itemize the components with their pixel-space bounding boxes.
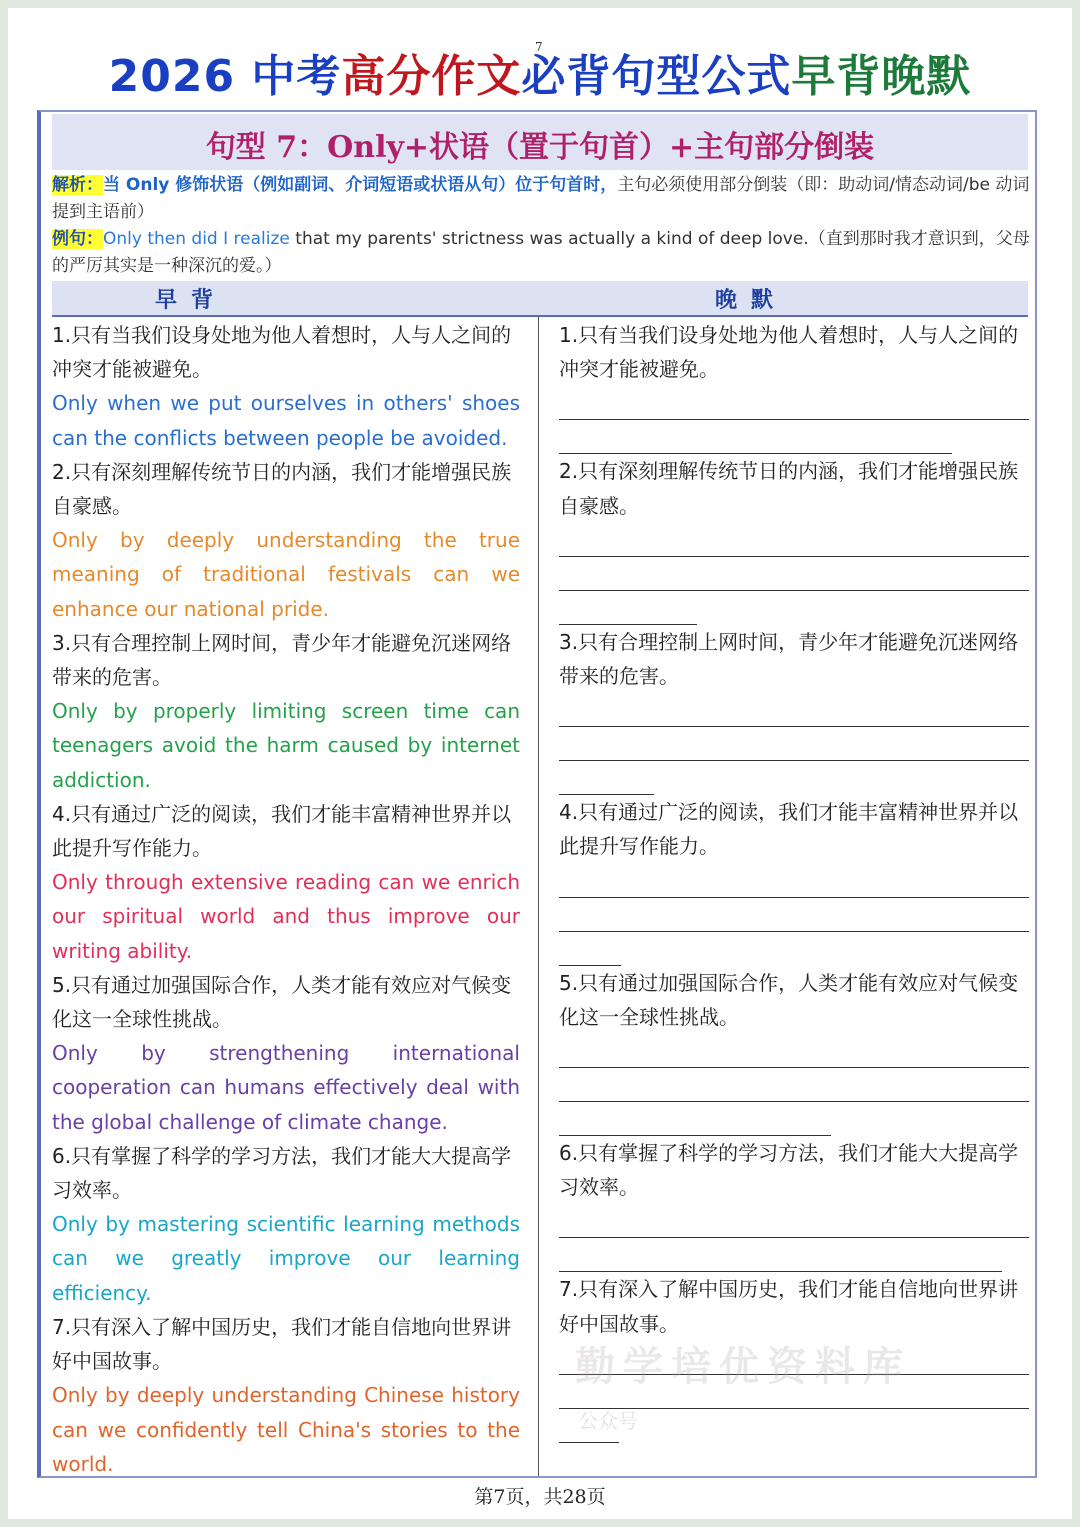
answer-line[interactable] <box>559 1068 1029 1102</box>
sentence-en: Only by deeply understanding Chinese history can we confidently tell China's stories to the world. <box>52 1383 520 1476</box>
dictation-item <box>559 795 1029 965</box>
answer-line[interactable] <box>559 864 1029 898</box>
dictation-column <box>559 318 1029 1443</box>
watermark: 勤学培优资料库 <box>575 1344 911 1390</box>
recite-item <box>52 968 520 1139</box>
sentence-cn: 4.只有通过广泛的阅读，我们才能丰富精神世界并以此提升写作能力。 <box>52 801 512 861</box>
pattern-title: 句型 7：Only+状语（置于句首）+主句部分倒装 <box>205 130 875 165</box>
answer-line[interactable] <box>559 898 1029 932</box>
left-column-header: 早背 <box>155 287 228 313</box>
title-part-year: 2026 中考 <box>108 51 342 102</box>
sentence-en: Only when we put ourselves in others' shoes can the conflicts between people be avoided. <box>52 391 520 450</box>
sentence-en: Only by deeply understanding the true meaning of traditional festivals can we enhance our national pride. <box>52 528 520 621</box>
answer-line[interactable] <box>559 727 1029 761</box>
column-divider <box>538 316 539 1476</box>
answer-line[interactable] <box>559 932 621 966</box>
dictation-item <box>559 454 1029 624</box>
recite-column <box>52 318 520 1481</box>
example-paragraph <box>52 226 1032 280</box>
title-part-highscore: 高分作文 <box>341 51 522 102</box>
answer-line[interactable] <box>559 761 654 795</box>
recite-item <box>52 1139 520 1310</box>
answer-line[interactable] <box>559 1238 1002 1272</box>
right-column-header: 晚默 <box>715 287 788 313</box>
example-highlight: Only then did I realize <box>103 229 290 249</box>
recite-item <box>52 455 520 626</box>
sentence-cn: 6.只有掌握了科学的学习方法，我们才能大大提高学习效率。 <box>52 1143 512 1203</box>
example-rest: that my parents' strictness was actually a kind of deep love.（直到那时我才意识到，父母的严厉其实是一种深沉的爱。） <box>52 229 1030 276</box>
answer-line[interactable] <box>559 523 1029 557</box>
example-label: 例句： <box>52 229 103 249</box>
sentence-cn: 7.只有深入了解中国历史，我们才能自信地向世界讲好中国故事。 <box>52 1314 512 1374</box>
recite-item <box>52 797 520 968</box>
dictation-item <box>559 1136 1029 1272</box>
sentence-cn: 3.只有合理控制上网时间，青少年才能避免沉迷网络带来的危害。 <box>52 630 512 690</box>
answer-line[interactable] <box>559 1102 831 1136</box>
sentence-en: Only by strengthening international cooperation can humans effectively deal with the global challenge of climate change. <box>52 1041 520 1134</box>
recite-item <box>52 1310 520 1481</box>
answer-line[interactable] <box>559 557 1029 591</box>
dictation-prompt: 1.只有当我们设身处地为他人着想时，人与人之间的冲突才能被避免。 <box>559 323 1019 382</box>
page-footer: 第7页，共28页 <box>474 1486 606 1508</box>
answer-line[interactable] <box>559 420 952 454</box>
dictation-prompt: 4.只有通过广泛的阅读，我们才能丰富精神世界并以此提升写作能力。 <box>559 800 1019 859</box>
sentence-en: Only by mastering scientific learning methods can we greatly improve our learning efficiency. <box>52 1212 520 1305</box>
analysis-label: 解析： <box>52 175 103 195</box>
sentence-cn: 2.只有深刻理解传统节日的内涵，我们才能增强民族自豪感。 <box>52 459 512 519</box>
title-part-recite: 早背晚默 <box>791 51 972 102</box>
answer-line[interactable] <box>559 693 1029 727</box>
recite-item <box>52 318 520 455</box>
dictation-prompt: 6.只有掌握了科学的学习方法，我们才能大大提高学习效率。 <box>559 1141 1019 1200</box>
dictation-prompt: 3.只有合理控制上网时间，青少年才能避免沉迷网络带来的危害。 <box>559 629 1019 689</box>
dictation-prompt: 5.只有通过加强国际合作，人类才能有效应对气候变化这一全球性挑战。 <box>559 970 1019 1029</box>
sentence-cn: 1.只有当我们设身处地为他人着想时，人与人之间的冲突才能被避免。 <box>52 323 512 382</box>
dictation-item <box>559 966 1029 1136</box>
watermark-sub: 公众号 <box>578 1409 638 1433</box>
title-part-patterns: 必背句型公式 <box>521 51 792 102</box>
page-top-marker: 7 <box>535 40 543 54</box>
analysis-rest: 主句必须使用部分倒装（即：助动词/情态动词/be 动词提到主语前） <box>52 175 1030 222</box>
answer-line[interactable] <box>559 1034 1029 1068</box>
answer-line[interactable] <box>559 1204 1029 1238</box>
dictation-item <box>559 625 1029 795</box>
analysis-paragraph <box>52 172 1032 226</box>
dictation-prompt: 7.只有深入了解中国历史，我们才能自信地向世界讲好中国故事。 <box>559 1277 1019 1336</box>
answer-line[interactable] <box>559 386 1029 420</box>
recite-item <box>52 626 520 797</box>
dictation-prompt: 2.只有深刻理解传统节日的内涵，我们才能增强民族自豪感。 <box>559 459 1019 518</box>
sentence-en: Only by properly limiting screen time can teenagers avoid the harm caused by internet addiction. <box>52 699 520 792</box>
sentence-cn: 5.只有通过加强国际合作，人类才能有效应对气候变化这一全球性挑战。 <box>52 972 512 1032</box>
analysis-highlight: 当 Only 修饰状语（例如副词、介词短语或状语从句）位于句首时， <box>103 175 618 195</box>
dictation-item <box>559 318 1029 454</box>
answer-line[interactable] <box>559 591 697 625</box>
sentence-en: Only through extensive reading can we enrich our spiritual world and thus improve our writing ability. <box>52 870 520 963</box>
